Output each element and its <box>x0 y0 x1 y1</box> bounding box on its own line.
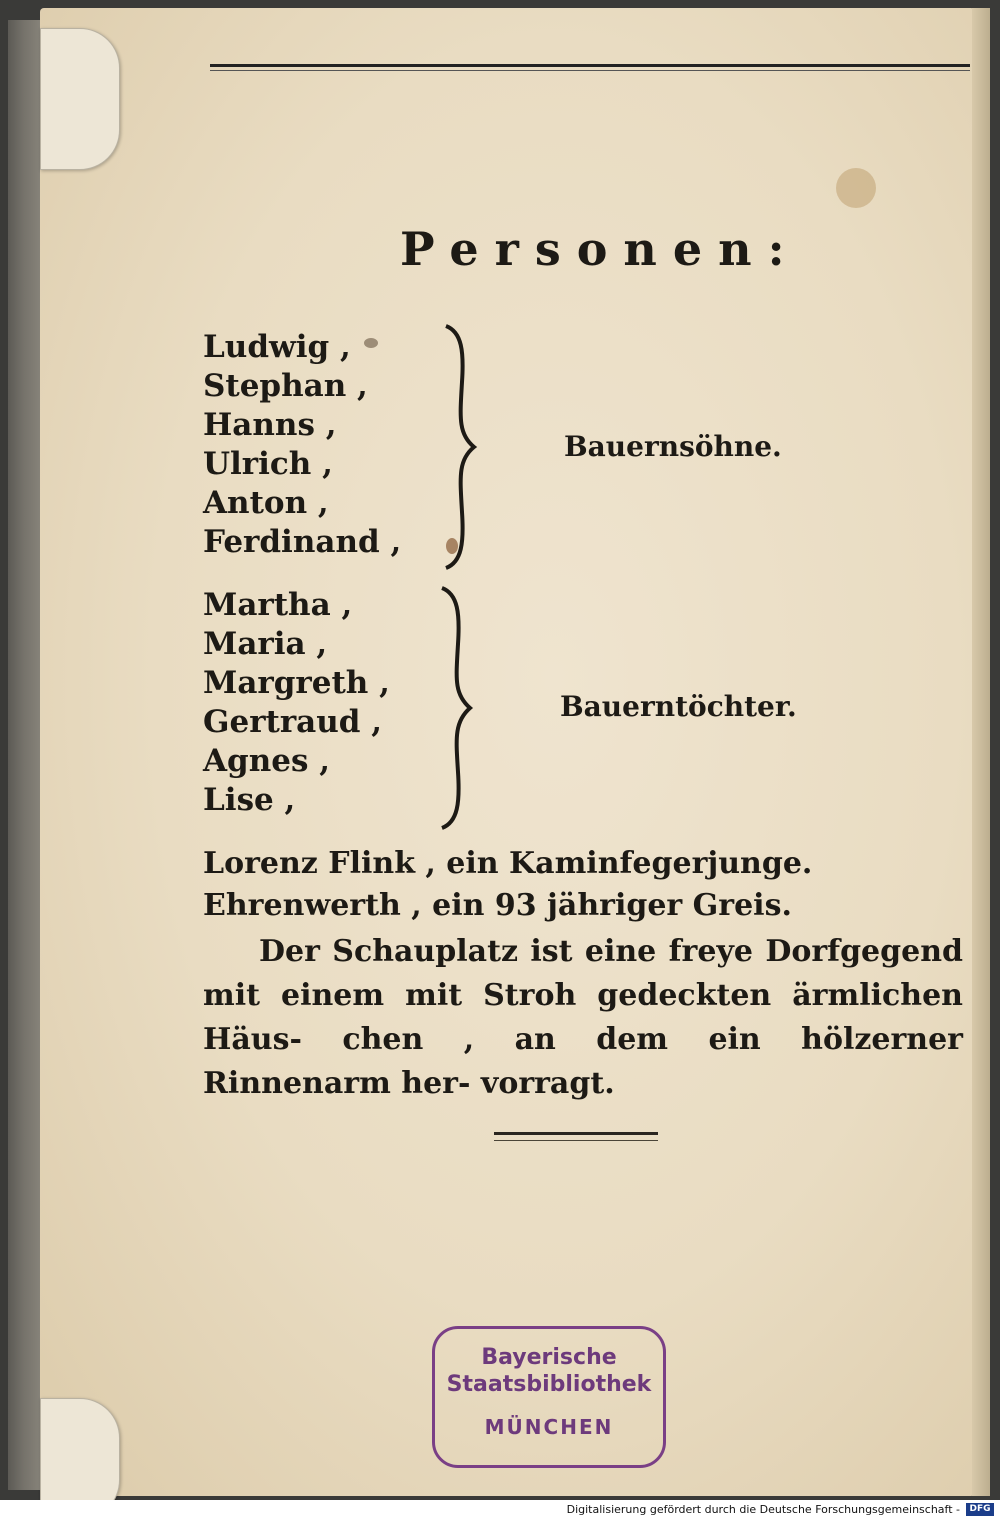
group-label-daughters: Bauerntöchter. <box>560 690 797 723</box>
list-item: Margreth , <box>203 665 390 701</box>
page-clip-top <box>40 28 120 170</box>
list-item: Ludwig , <box>203 329 351 365</box>
scene-description: Der Schauplatz ist eine freye Dorfgegend mit einem mit Stroh gedeckten ärmlichen Häus- chen , an dem ein hölzerner Rinnenarm her- vorragt. <box>203 934 963 1101</box>
list-item: Anton , <box>203 485 329 521</box>
list-item: Stephan , <box>203 368 368 404</box>
list-item: Ulrich , <box>203 446 333 482</box>
page-title: Personen: <box>400 222 801 276</box>
stamp-line: Bayerische <box>481 1345 617 1370</box>
list-item: Lise , <box>203 782 296 818</box>
library-stamp <box>432 1326 666 1468</box>
stamp-line: Staatsbibliothek <box>446 1372 652 1397</box>
header-rule <box>210 64 970 67</box>
list-item: Martha , <box>203 587 353 623</box>
character-line: Lorenz Flink , ein Kaminfegerjunge. <box>203 846 813 881</box>
page-edge <box>972 8 990 1496</box>
footer-bar <box>0 1500 1000 1520</box>
character-line: Ehrenwerth , ein 93 jähriger Greis. <box>203 888 792 923</box>
list-item: Hanns , <box>203 407 337 443</box>
list-item: Ferdinand , <box>203 524 402 560</box>
foxing-stain <box>836 168 876 208</box>
list-item: Gertraud , <box>203 704 383 740</box>
group-label-sons: Bauernsöhne. <box>564 430 782 463</box>
footer-text: Digitalisierung gefördert durch die Deutsche Forschungsgemeinschaft - <box>566 1503 960 1516</box>
section-rule-thin <box>494 1140 658 1141</box>
list-item: Agnes , <box>203 743 331 779</box>
curly-brace-icon <box>436 584 476 832</box>
name-list-daughters <box>203 586 390 820</box>
dfg-logo: DFG <box>966 1503 994 1516</box>
stamp-line: MÜNCHEN <box>484 1415 614 1439</box>
section-rule <box>494 1132 658 1135</box>
name-list-sons <box>203 328 401 562</box>
curly-brace-icon <box>440 322 480 572</box>
list-item: Maria , <box>203 626 328 662</box>
header-rule-thin <box>210 70 970 71</box>
